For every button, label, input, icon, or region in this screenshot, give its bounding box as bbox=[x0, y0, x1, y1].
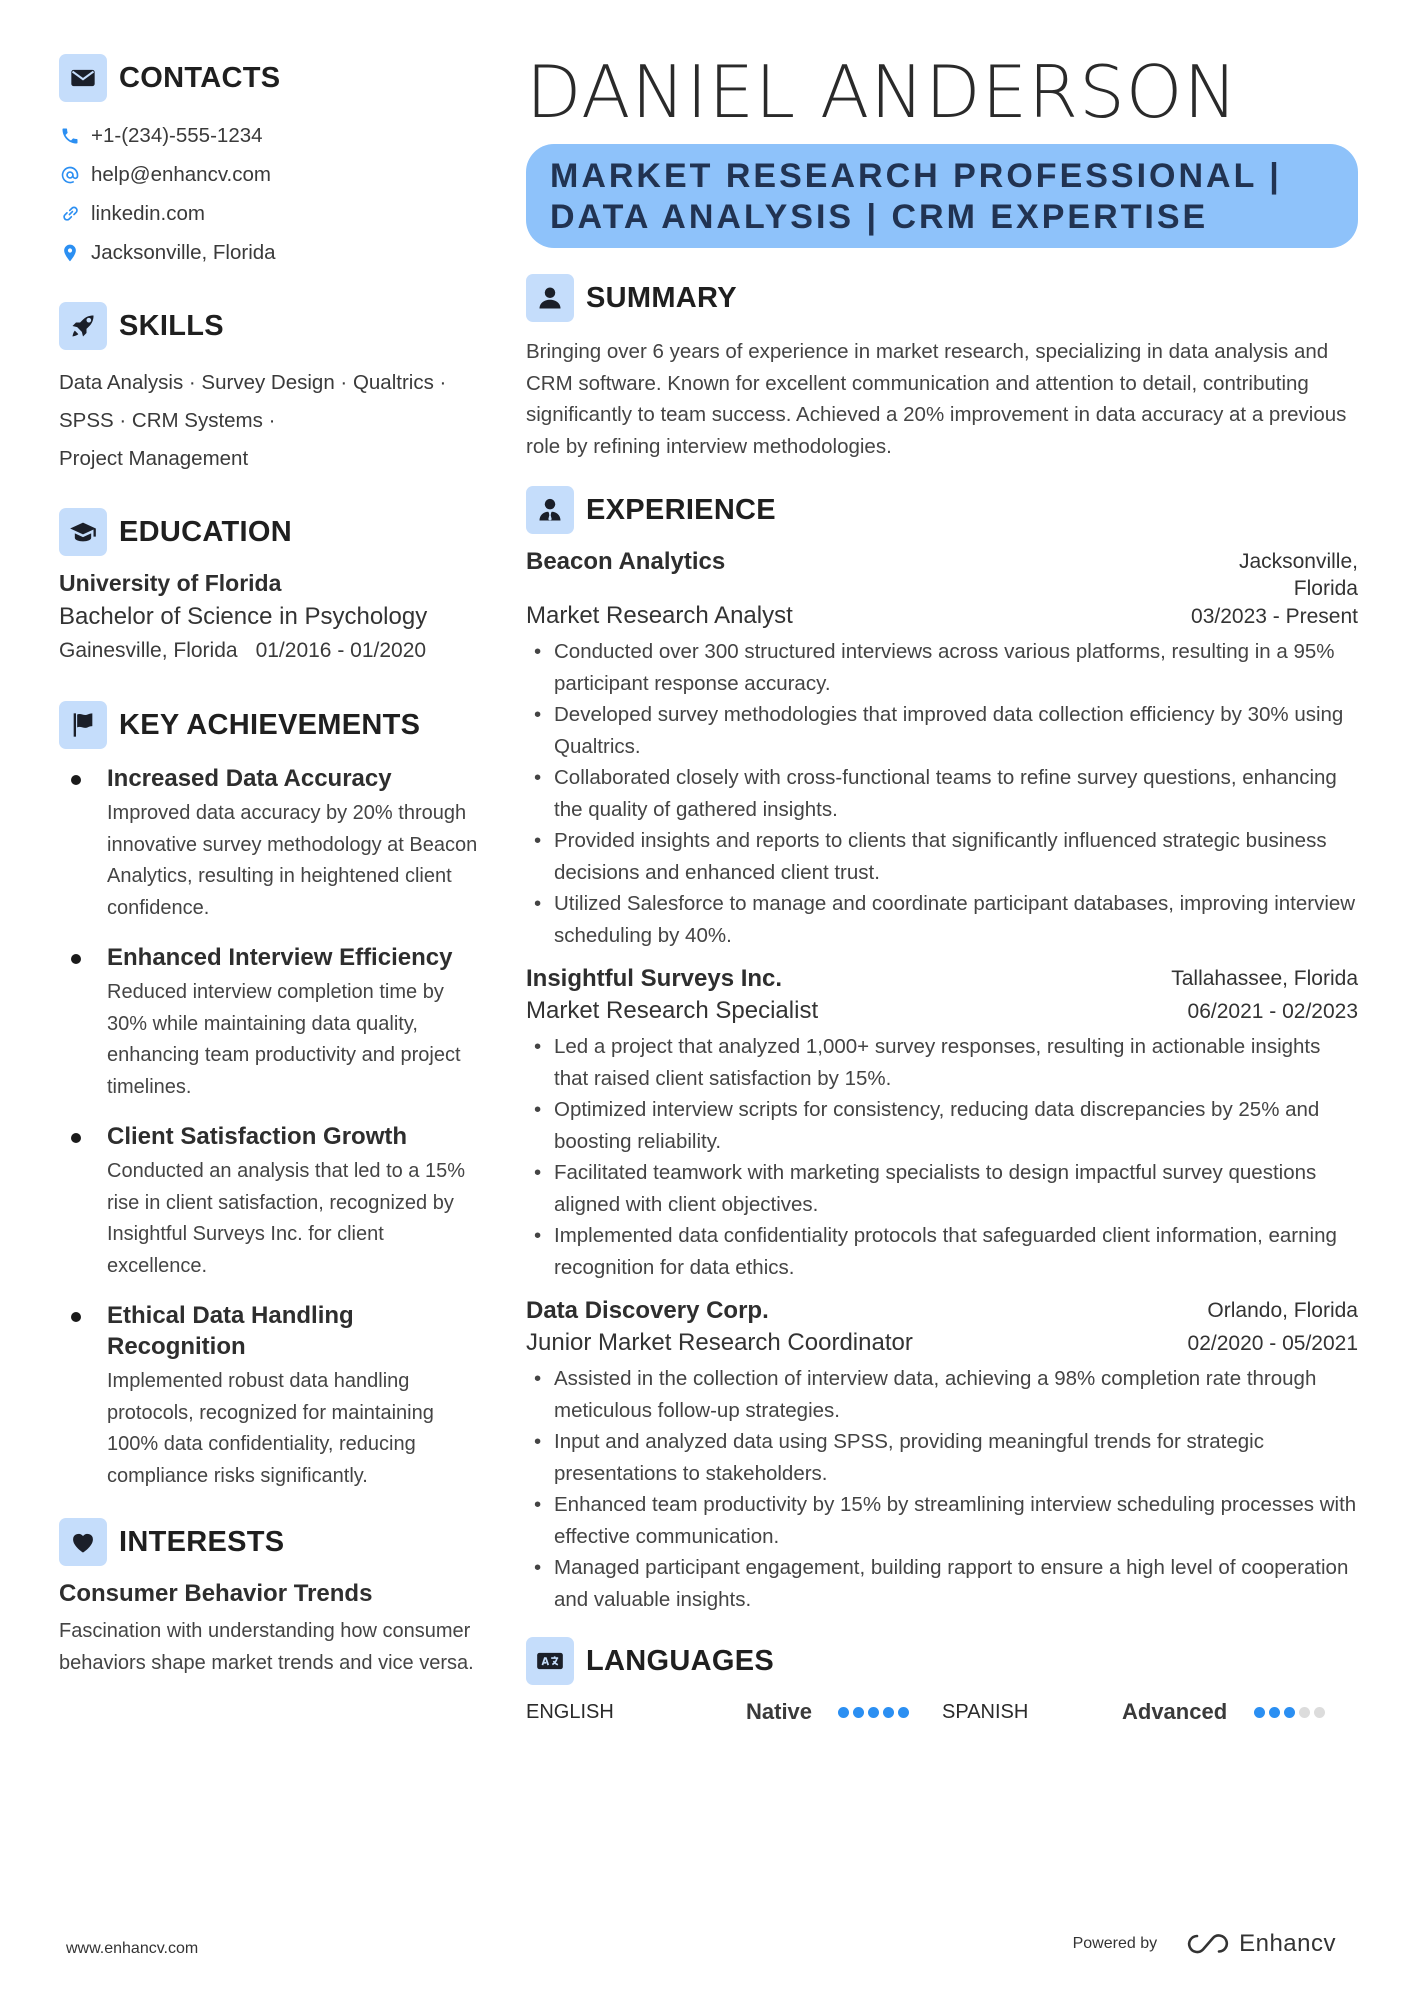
job-bullets bbox=[526, 1363, 1358, 1615]
summary-header bbox=[526, 274, 1358, 322]
footer-brand bbox=[1073, 1930, 1336, 1958]
rating-dot bbox=[868, 1707, 879, 1718]
phone-icon bbox=[59, 125, 81, 147]
bullet-dot bbox=[71, 775, 81, 785]
achievement-item bbox=[59, 1300, 479, 1492]
job-dates: 03/2023 - Present bbox=[1191, 605, 1358, 628]
job-top-row bbox=[526, 548, 1358, 602]
bullet-dot bbox=[71, 1312, 81, 1322]
flag-icon bbox=[59, 701, 107, 749]
experience-section bbox=[526, 486, 1358, 1615]
achievements-title: KEY ACHIEVEMENTS bbox=[119, 708, 421, 741]
job-bullet: • Implemented data confidentiality protocols that safeguarded client information, earning recognition for data ethics. bbox=[526, 1220, 1358, 1283]
left-column bbox=[59, 54, 479, 1679]
rating-dot bbox=[1269, 1707, 1280, 1718]
achievement-title: Client Satisfaction Growth bbox=[107, 1123, 408, 1150]
job-top-row bbox=[526, 965, 1358, 993]
summary-section bbox=[526, 274, 1358, 462]
job-role-row bbox=[526, 1329, 1358, 1357]
job-bullet: • Conducted over 300 structured interviews across various platforms, resulting in a 95% participant response accuracy. bbox=[526, 636, 1358, 699]
rating-dot bbox=[853, 1707, 864, 1718]
experience-header bbox=[526, 486, 1358, 534]
language-icon bbox=[526, 1637, 574, 1685]
rocket-icon bbox=[59, 302, 107, 350]
job-company: Insightful Surveys Inc. bbox=[526, 965, 783, 992]
language-name: SPANISH bbox=[942, 1700, 1029, 1723]
contacts-header bbox=[59, 54, 479, 102]
languages-section bbox=[526, 1637, 1358, 1725]
job-bullet: • Developed survey methodologies that improved data collection efficiency by 30% using Qualtrics. bbox=[526, 699, 1358, 762]
language-level: Advanced bbox=[1122, 1699, 1228, 1724]
job-role-row bbox=[526, 997, 1358, 1025]
language-rating bbox=[1254, 1707, 1325, 1718]
education-meta bbox=[59, 639, 479, 663]
education-degree: Bachelor of Science in Psychology bbox=[59, 603, 428, 630]
right-column bbox=[526, 48, 1358, 1725]
job-entry bbox=[526, 548, 1358, 951]
candidate-name: DANIEL ANDERSON bbox=[526, 50, 1239, 134]
language-name: ENGLISH bbox=[526, 1700, 614, 1723]
interests-header bbox=[59, 1518, 479, 1566]
rating-dot bbox=[1254, 1707, 1265, 1718]
language-rating bbox=[838, 1707, 909, 1718]
contact-list bbox=[59, 116, 479, 272]
job-company: Data Discovery Corp. bbox=[526, 1297, 769, 1324]
contact-location-text: Jacksonville, Florida bbox=[91, 240, 276, 264]
contact-phone bbox=[59, 116, 479, 155]
achievement-item bbox=[59, 942, 479, 1103]
interests-title: INTERESTS bbox=[119, 1525, 285, 1558]
bullet-dot bbox=[71, 1133, 81, 1143]
contact-email bbox=[59, 155, 479, 194]
graduation-cap-icon bbox=[59, 508, 107, 556]
job-bullet: • Utilized Salesforce to manage and coordinate participant databases, improving interview scheduling by 40%. bbox=[526, 888, 1358, 951]
job-bullet: • Facilitated teamwork with marketing specialists to design impactful survey questions aligned with client objectives. bbox=[526, 1157, 1358, 1220]
headline-line: DATA ANALYSIS | CRM EXPERTISE bbox=[550, 198, 1209, 236]
summary-title: SUMMARY bbox=[586, 281, 737, 314]
achievement-title: Ethical Data Handling Recognition bbox=[107, 1302, 354, 1360]
contact-email-text[interactable]: help@enhancv.com bbox=[91, 162, 271, 186]
language-item bbox=[526, 1699, 942, 1725]
language-item bbox=[942, 1699, 1358, 1725]
user-tie-icon bbox=[526, 486, 574, 534]
contact-linkedin-text[interactable]: linkedin.com bbox=[91, 201, 205, 225]
job-dates: 02/2020 - 05/2021 bbox=[1187, 1332, 1358, 1355]
job-location-line: Jacksonville, bbox=[1238, 550, 1358, 573]
job-location bbox=[1239, 548, 1358, 602]
languages-list bbox=[526, 1699, 1358, 1725]
achievement-desc: Implemented robust data handling protocols, recognized for maintaining 100% data confidentiality, reducing compliance risks significantly. bbox=[107, 1370, 434, 1487]
skills-list bbox=[59, 364, 479, 478]
heart-icon bbox=[59, 1518, 107, 1566]
education-header bbox=[59, 508, 479, 556]
language-level: Native bbox=[746, 1699, 813, 1724]
job-bullets bbox=[526, 636, 1358, 951]
achievement-desc: Conducted an analysis that led to a 15% rise in client satisfaction, recognized by Insightful Surveys Inc. for client excellence. bbox=[107, 1160, 466, 1277]
rating-dot bbox=[838, 1707, 849, 1718]
education-location: Gainesville, Florida bbox=[59, 639, 238, 662]
job-location-line: Florida bbox=[1293, 577, 1358, 600]
achievements-header bbox=[59, 701, 479, 749]
achievement-title: Enhanced Interview Efficiency bbox=[107, 944, 453, 971]
job-bullet: • Assisted in the collection of interview data, achieving a 98% completion rate through meticulous follow-up strategies. bbox=[526, 1363, 1358, 1426]
skills-header bbox=[59, 302, 479, 350]
job-company: Beacon Analytics bbox=[526, 548, 726, 575]
job-role: Market Research Analyst bbox=[526, 602, 793, 629]
brand-name: Enhancv bbox=[1239, 1930, 1336, 1957]
contacts-title: CONTACTS bbox=[119, 61, 281, 94]
job-role-row bbox=[526, 602, 1358, 630]
languages-title: LANGUAGES bbox=[586, 1644, 774, 1677]
headline-line: MARKET RESEARCH PROFESSIONAL | bbox=[550, 157, 1282, 195]
at-icon bbox=[59, 164, 81, 186]
user-icon bbox=[526, 274, 574, 322]
summary-text: Bringing over 6 years of experience in market research, specializing in data analysis and CRM software. Known for excellent communication and attention to detail, contributing significantly to team success. Achieved a 20% improvement in data accuracy at a previous role by refining interview methodologies. bbox=[526, 340, 1347, 458]
job-role: Junior Market Research Coordinator bbox=[526, 1329, 913, 1356]
achievement-item bbox=[59, 763, 479, 924]
job-role: Market Research Specialist bbox=[526, 997, 819, 1024]
education-title: EDUCATION bbox=[119, 515, 292, 548]
job-entry bbox=[526, 965, 1358, 1283]
rating-dot bbox=[1299, 1707, 1310, 1718]
job-entry bbox=[526, 1297, 1358, 1615]
achievement-title: Increased Data Accuracy bbox=[107, 765, 392, 792]
contact-phone-text: +1-(234)-555-1234 bbox=[91, 123, 263, 147]
achievement-desc: Improved data accuracy by 20% through innovative survey methodology at Beacon Analytics, resulting in heightened client confidence. bbox=[107, 802, 478, 919]
skills-title: SKILLS bbox=[119, 309, 224, 342]
skills-line: Project Management bbox=[59, 447, 249, 470]
languages-header bbox=[526, 1637, 1358, 1685]
achievement-item bbox=[59, 1121, 479, 1282]
job-dates: 06/2021 - 02/2023 bbox=[1187, 1000, 1358, 1023]
interest-title: Consumer Behavior Trends bbox=[59, 1580, 373, 1607]
education-school: University of Florida bbox=[59, 570, 282, 596]
job-bullet: • Enhanced team productivity by 15% by streamlining interview scheduling processes with effective communication. bbox=[526, 1489, 1358, 1552]
job-bullet: • Managed participant engagement, building rapport to ensure a high level of cooperation and valuable insights. bbox=[526, 1552, 1358, 1615]
rating-dot bbox=[1284, 1707, 1295, 1718]
powered-by-label: Powered by bbox=[1072, 1935, 1158, 1952]
headline-box bbox=[526, 144, 1358, 248]
experience-title: EXPERIENCE bbox=[586, 493, 776, 526]
job-bullet: • Provided insights and reports to clients that significantly influenced strategic business decisions and enhanced client trust. bbox=[526, 825, 1358, 888]
link-icon bbox=[59, 203, 81, 225]
footer-website[interactable]: www.enhancv.com bbox=[66, 1940, 199, 1957]
interest-desc: Fascination with understanding how consumer behaviors shape market trends and vice versa. bbox=[59, 1620, 474, 1674]
job-bullet: • Collaborated closely with cross-functional teams to refine survey questions, enhancing the quality of gathered insights. bbox=[526, 762, 1358, 825]
bullet-dot bbox=[71, 954, 81, 964]
achievement-desc: Reduced interview completion time by 30% while maintaining data quality, enhancing team productivity and project timelines. bbox=[107, 981, 461, 1098]
job-bullets bbox=[526, 1031, 1358, 1283]
job-top-row bbox=[526, 1297, 1358, 1325]
skills-line: Data Analysis · Survey Design · Qualtrics · bbox=[59, 371, 447, 394]
map-pin-icon bbox=[59, 242, 81, 264]
job-bullet: • Led a project that analyzed 1,000+ survey responses, resulting in actionable insights that raised client satisfaction by 15%. bbox=[526, 1031, 1358, 1094]
enhancv-logo-icon bbox=[1183, 1930, 1231, 1958]
rating-dot bbox=[883, 1707, 894, 1718]
job-location: Orlando, Florida bbox=[1207, 1299, 1358, 1322]
skills-line: SPSS · CRM Systems · bbox=[59, 409, 276, 432]
contact-linkedin bbox=[59, 194, 479, 233]
envelope-icon bbox=[59, 54, 107, 102]
job-bullet: • Input and analyzed data using SPSS, providing meaningful trends for strategic presentations to stakeholders. bbox=[526, 1426, 1358, 1489]
job-location: Tallahassee, Florida bbox=[1171, 967, 1358, 990]
education-dates: 01/2016 - 01/2020 bbox=[255, 639, 427, 662]
contact-location bbox=[59, 233, 479, 272]
rating-dot bbox=[1314, 1707, 1325, 1718]
rating-dot bbox=[898, 1707, 909, 1718]
job-bullet: • Optimized interview scripts for consistency, reducing data discrepancies by 25% and boosting reliability. bbox=[526, 1094, 1358, 1157]
